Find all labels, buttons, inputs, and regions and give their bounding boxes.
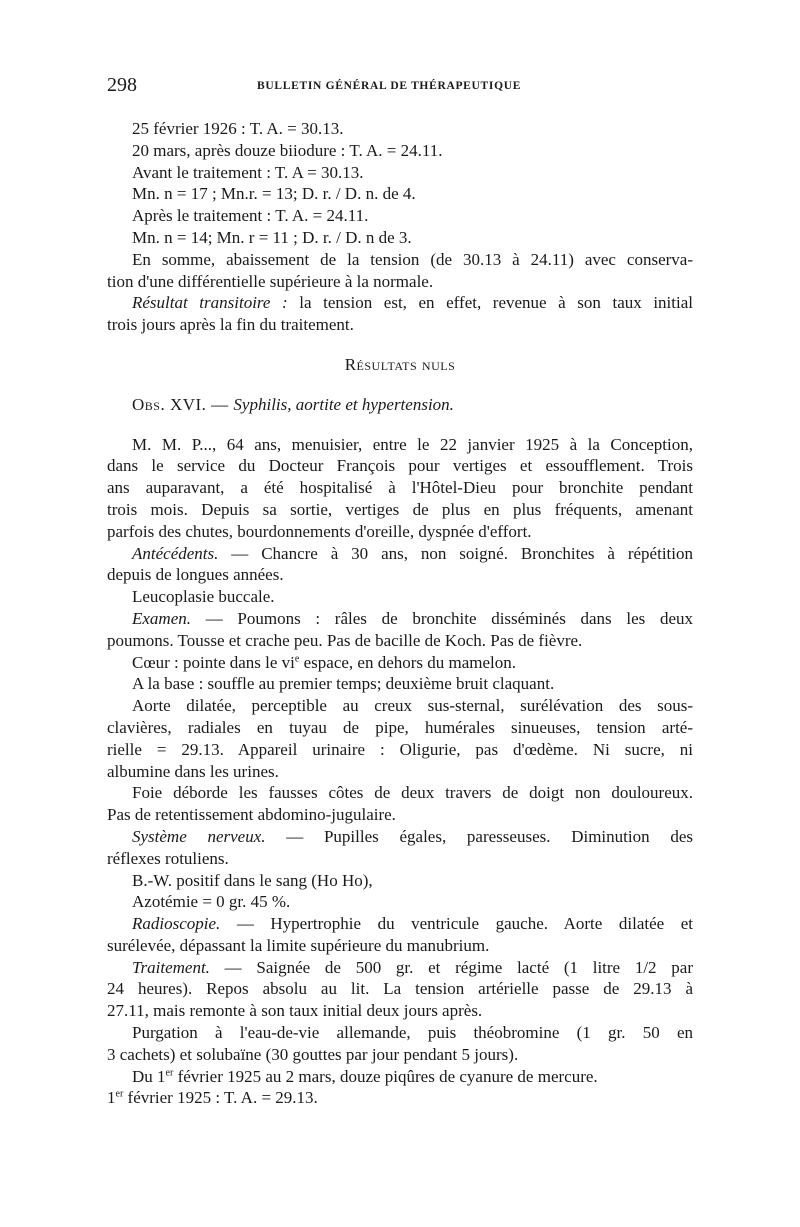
text-line: [107, 826, 693, 848]
text-line: rielle = 29.13. Appareil urinaire : Oligurie, pas d'œdème. Ni sucre, ni: [107, 739, 693, 759]
text-line: Aorte dilatée, perceptible au creux sus-sternal, surélévation des sous-: [132, 696, 693, 716]
text-line: Foie déborde les fausses côtes de deux travers de doigt non douloureux.: [132, 783, 693, 803]
text-line: [107, 543, 693, 565]
page-number: 298: [107, 74, 137, 96]
superscript: e: [294, 652, 300, 664]
text-run: — Pupilles égales, paresseuses. Diminution des: [265, 826, 693, 846]
text-line: Mn. n = 14; Mn. r = 11 ; D. r. / D. n de 3.: [132, 227, 412, 247]
text-line: 24 heures). Repos absolu au lit. La tension artérielle passe de 29.13 à: [107, 979, 693, 999]
text-run: février 1925 : T. A. = 29.13.: [123, 1088, 318, 1108]
text-line: surélevée, dépassant la limite supérieure du manubrium.: [107, 935, 490, 955]
text-run: — Chancre à 30 ans, non soigné. Bronchites à répétition: [218, 543, 693, 563]
text-line: trois mois. Depuis sa sortie, vertiges de plus en plus fréquents, amenant: [107, 499, 693, 519]
text-line: clavières, radiales en tuyau de pipe, humérales sinueuses, tension arté-: [107, 717, 693, 737]
text-line: M. M. P..., 64 ans, menuisier, entre le 22 janvier 1925 à la Conception,: [132, 434, 693, 454]
text-line: Purgation à l'eau-de-vie allemande, puis théobromine (1 gr. 50 en: [132, 1023, 693, 1043]
text-run: — Hypertrophie du ventricule gauche. Aorte dilatée et: [220, 914, 693, 934]
spacer: [107, 376, 693, 394]
text-line: dans le service du Docteur François pour vertiges et essoufflement. Trois: [107, 456, 693, 476]
text-line: En somme, abaissement de la tension (de 30.13 à 24.11) avec conserva-: [132, 249, 693, 269]
text-line: 25 février 1926 : T. A. = 30.13.: [132, 119, 344, 138]
superscript: er: [165, 1067, 174, 1079]
section-title: Résultats nuls: [344, 354, 456, 374]
text-run: — Saignée de 500 gr. et régime lacté (1 litre 1/2 par: [209, 957, 693, 977]
italic-lead: Radioscopie.: [132, 914, 221, 934]
text-line: [107, 913, 693, 935]
text-line: albumine dans les urines.: [107, 761, 279, 781]
text-run: Cœur : pointe dans le vi: [132, 652, 295, 672]
text-run: Du 1: [132, 1066, 166, 1086]
text-line: Azotémie = 0 gr. 45 %.: [132, 892, 291, 912]
text-line: Leucoplasie buccale.: [132, 587, 275, 607]
superscript: er: [115, 1088, 124, 1100]
obs-title: Syphilis, aortite et hypertension.: [233, 394, 454, 414]
text-run: — Poumons : râles de bronchite disséminés dans les deux: [191, 608, 693, 628]
page-body: [107, 118, 693, 1109]
text-line: [107, 957, 693, 979]
text-line: ans auparavant, a été hospitalisé à l'Hôtel-Dieu pour bronchite pendant: [107, 478, 693, 498]
observation-heading: [107, 394, 693, 416]
text-run: espace, en dehors du mamelon.: [299, 652, 517, 672]
text-line: 27.11, mais remonte à son taux initial deux jours après.: [107, 1001, 483, 1021]
italic-lead: Système nerveux.: [132, 826, 266, 846]
text-line: depuis de longues années.: [107, 565, 284, 585]
text-line: parfois des chutes, bourdonnements d'oreille, dyspnée d'effort.: [107, 521, 532, 541]
obs-label: Obs. XVI. —: [132, 394, 234, 414]
spacer: [107, 416, 693, 434]
text-run: la tension est, en effet, revenue à son taux initial: [287, 293, 693, 313]
text-line: tion d'une différentielle supérieure à la normale.: [107, 271, 434, 291]
text-line: trois jours après la fin du traitement.: [107, 315, 354, 335]
text-line: 20 mars, après douze biiodure : T. A. = 24.11.: [132, 140, 443, 160]
running-title: BULLETIN GÉNÉRAL DE THÉRAPEUTIQUE: [257, 80, 522, 92]
text-run: 1: [107, 1088, 116, 1108]
text-line: Pas de retentissement abdomino-jugulaire.: [107, 805, 396, 825]
text-line: B.-W. positif dans le sang (Ho Ho),: [132, 870, 373, 890]
text-line: Après le traitement : T. A. = 24.11.: [132, 206, 369, 226]
text-line: 3 cachets) et solubaïne (30 gouttes par jour pendant 5 jours).: [107, 1044, 519, 1064]
spacer: [107, 336, 693, 354]
text-line: [107, 292, 693, 314]
text-run: février 1925 au 2 mars, douze piqûres de cyanure de mercure.: [173, 1066, 598, 1086]
italic-lead: Examen.: [132, 608, 192, 628]
text-line: poumons. Tousse et crache peu. Pas de bacille de Koch. Pas de fièvre.: [107, 630, 583, 650]
text-line: [107, 652, 693, 674]
text-line: A la base : souffle au premier temps; deuxième bruit claquant.: [132, 674, 555, 694]
italic-lead: Traitement.: [132, 957, 210, 977]
text-line: Avant le traitement : T. A = 30.13.: [132, 162, 364, 182]
text-line: réflexes rotuliens.: [107, 848, 229, 868]
text-line: [107, 1087, 693, 1109]
italic-lead: Antécédents.: [132, 543, 219, 563]
italic-lead: Résultat transitoire :: [132, 293, 288, 313]
text-line: [107, 1066, 693, 1088]
text-line: [107, 608, 693, 630]
page-header: [107, 74, 697, 100]
text-line: Mn. n = 17 ; Mn.r. = 13; D. r. / D. n. de 4.: [132, 184, 416, 204]
